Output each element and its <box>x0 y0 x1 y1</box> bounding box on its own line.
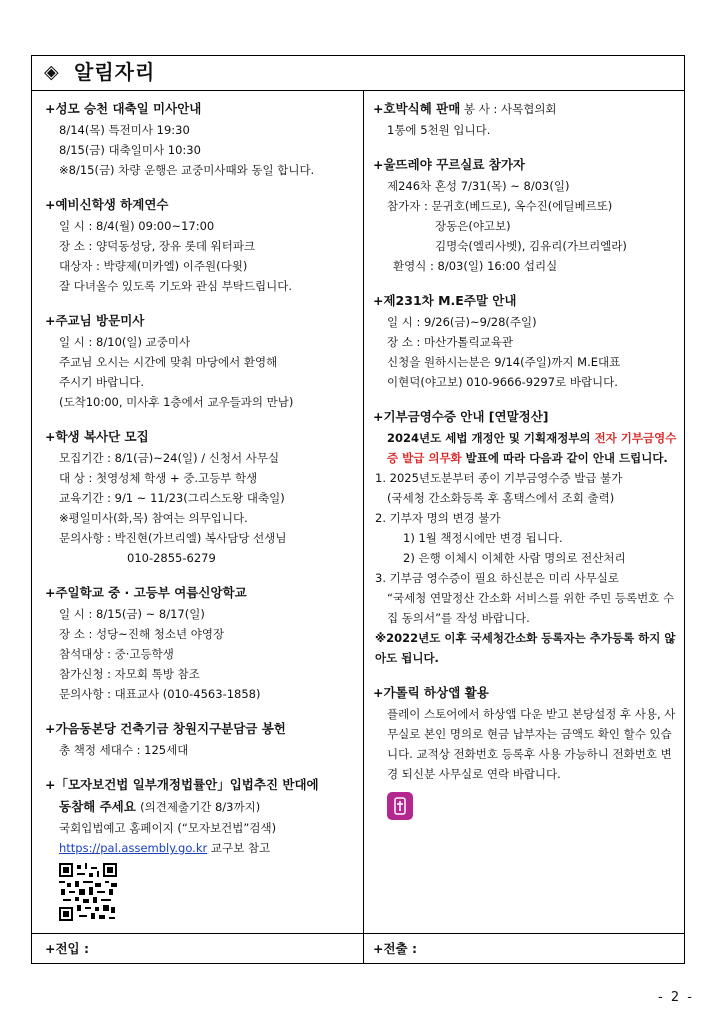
notice-intro <box>373 428 678 468</box>
notice-line: 2) 은행 이체시 이체한 사람 명의로 전산처리 <box>403 551 626 565</box>
notice-line: 국회입법예고 홈페이지 (“모자보건법”검색) <box>59 821 277 835</box>
notice-bishop-visit <box>45 310 355 412</box>
notice-summer-faith-school <box>45 582 355 704</box>
notice-line: (국세청 간소화등록 후 홈택스에서 조회 출력) <box>387 491 615 505</box>
notice-title-note: 봉 사 : 사목협의회 <box>460 102 557 116</box>
intro-highlight: 전자 기부금영수증 발급 의무화 <box>387 431 677 465</box>
intro-text: 2024년도 세법 개정안 및 기획재정부의 <box>387 431 595 445</box>
notice-line: 환영식 : 8/03(일) 16:00 섭리실 <box>393 259 558 273</box>
notice-title: +제231차 M.E주말 안내 <box>373 293 517 308</box>
notice-line: 주시기 바랍니다. <box>59 375 145 389</box>
diamond-icon: ◈ <box>44 61 59 83</box>
page-title: 알림자리 <box>74 60 156 84</box>
notice-line: 장 소 : 양덕동성당, 장유 롯데 워터파크 <box>59 239 256 253</box>
notice-altar-servers <box>45 426 355 568</box>
notice-title: +기부금영수증 안내 [연말정산] <box>373 409 549 424</box>
notice-assumption-mass <box>45 98 355 180</box>
notice-line: 잘 다녀올수 있도록 기도와 관심 부탁드립니다. <box>59 279 293 293</box>
notice-donation-receipt <box>373 406 678 668</box>
notice-title: +학생 복사단 모집 <box>45 429 149 444</box>
notice-line: 신청을 원하시는분은 9/14(주일)까지 M.E대표 <box>387 355 621 369</box>
notice-line: 이현덕(야고보) 010-9666-9297로 바랍니다. <box>387 375 618 389</box>
notice-line: 대 상 : 첫영성체 학생 + 중.고등부 학생 <box>59 471 258 485</box>
notice-link-line <box>45 838 355 858</box>
notice-maternal-law <box>45 774 355 922</box>
notice-line: 일 시 : 8/15(금) ~ 8/17(일) <box>59 607 205 621</box>
transfer-out-label: +전출 : <box>373 941 417 956</box>
notice-line: ※평일미사(화,목) 참여는 의무입니다. <box>59 511 248 525</box>
notice-line: 010-2855-6279 <box>127 551 216 565</box>
notice-line: 대상자 : 박량제(미카엘) 이주원(다윗) <box>59 259 248 273</box>
notice-line: (도착10:00, 미사후 1층에서 교우들과의 만남) <box>59 395 294 409</box>
notice-line: 3. 기부금 영수증이 필요 하신분은 미리 사무실로 <box>375 571 619 585</box>
notice-line: 일 시 : 8/10(일) 교중미사 <box>59 335 191 349</box>
notice-line: 장동은(야고보) <box>435 219 511 233</box>
qr-code-icon[interactable] <box>59 862 117 922</box>
notice-line: 1) 1월 책정시에만 변경 됩니다. <box>403 531 563 545</box>
intro-text: 발표에 따라 다음과 같이 안내 드립니다. <box>461 451 668 465</box>
notice-title: +성모 승천 대축일 미사안내 <box>45 101 202 116</box>
notice-line: 8/15(금) 대축일미사 10:30 <box>59 143 201 157</box>
notice-line: 일 시 : 8/4(월) 09:00~17:00 <box>59 219 215 233</box>
notice-title-cont <box>45 796 355 818</box>
notice-line: 문의사항 : 대표교사 (010-4563-1858) <box>59 687 261 701</box>
bulletin-frame <box>31 55 685 964</box>
notice-building-fund <box>45 718 355 760</box>
notice-title: +주교님 방문미사 <box>45 313 145 328</box>
notice-me-weekend <box>373 290 678 392</box>
right-column <box>373 98 678 834</box>
notice-title <box>373 98 678 120</box>
notice-hasang-app <box>373 682 678 820</box>
notice-line: 교육기간 : 9/1 ~ 11/23(그리스도왕 대축일) <box>59 491 285 505</box>
notice-line: 제246차 혼성 7/31(목) ~ 8/03(일) <box>387 179 570 193</box>
notice-line: 일 시 : 9/26(금)~9/28(주일) <box>387 315 537 329</box>
notice-title-note: (의견제출기간 8/3까지) <box>140 800 261 814</box>
notice-cursillo <box>373 154 678 276</box>
notice-note: ※2022년도 이후 국세청간소화 등록자는 추가등록 하지 않아도 됩니다. <box>375 631 676 665</box>
page-number: - 2 - <box>658 990 694 1005</box>
assembly-link[interactable]: https://pal.assembly.go.kr <box>59 841 208 855</box>
notice-line: 문의사항 : 박진현(가브리엘) 복사담당 선생님 <box>59 531 287 545</box>
notice-line: 총 책정 세대수 : 125세대 <box>59 743 189 757</box>
notice-text: 플레이 스토어에서 하상앱 다운 받고 본당설정 후 사용, 사무실로 본인 명의로 현금 납부자는 금액도 확인 할수 있습니다. 교적상 전화번호 등록후 사용 가능하니 전화번호 변경 되신분 사무실로 연락 바랍니다. <box>387 707 676 781</box>
notice-title: +가톨릭 하상앱 활용 <box>373 685 489 700</box>
transfer-in-label: +전입 : <box>45 941 89 956</box>
notice-line: 주교님 오시는 시간에 맞춰 마당에서 환영해 <box>59 355 278 369</box>
notice-line: 2. 기부자 명의 변경 불가 <box>375 511 501 525</box>
left-column <box>45 98 355 936</box>
notice-title: +가음동본당 건축기금 창원지구분담금 봉헌 <box>45 721 286 736</box>
notice-pumpkin-sikhye <box>373 98 678 140</box>
notice-line: 김명숙(엘리사벳), 김유리(가브리엘라) <box>435 239 627 253</box>
cross-icon <box>391 796 409 816</box>
section-header <box>32 56 684 91</box>
hasang-app-icon[interactable] <box>387 792 413 820</box>
notice-line: 참석대상 : 중·고등학생 <box>59 647 174 661</box>
notice-title: +울뜨레야 꾸르실료 참가자 <box>373 157 526 172</box>
notice-title-part: 동참해 주세요 <box>59 799 136 814</box>
notice-seminarian-camp <box>45 194 355 296</box>
notice-line: 모집기간 : 8/1(금)~24(일) / 신청서 사무실 <box>59 451 280 465</box>
link-suffix: 교구보 참고 <box>207 841 271 855</box>
notice-line: 장 소 : 마산가톨릭교육관 <box>387 335 513 349</box>
notice-title: +주일학교 중 · 고등부 여름신앙학교 <box>45 585 247 600</box>
notice-line: 8/14(목) 특전미사 19:30 <box>59 123 190 137</box>
notice-title: +「모자보건법 일부개정법률안」입법추진 반대에 <box>45 777 319 792</box>
notice-line: “국세청 연말정산 간소화 서비스를 위한 주민 등록번호 수집 동의서”를 작성 바랍니다. <box>387 591 675 625</box>
notice-line: 참가자 : 문귀호(베드로), 옥수진(에딜베르또) <box>387 199 613 213</box>
notice-title-part: +호박식혜 판매 <box>373 101 461 116</box>
notice-title: +예비신학생 하계연수 <box>45 197 169 212</box>
column-divider <box>363 91 364 964</box>
notice-line: 참가신청 : 자모회 톡방 참조 <box>59 667 200 681</box>
notice-line: 1. 2025년도분부터 종이 기부금영수증 발급 불가 <box>375 471 623 485</box>
notice-line: 1통에 5천원 입니다. <box>387 123 491 137</box>
notice-line: 장 소 : 성당~진해 청소년 야영장 <box>59 627 225 641</box>
notice-line: ※8/15(금) 차량 운행은 교중미사때와 동일 합니다. <box>59 163 315 177</box>
